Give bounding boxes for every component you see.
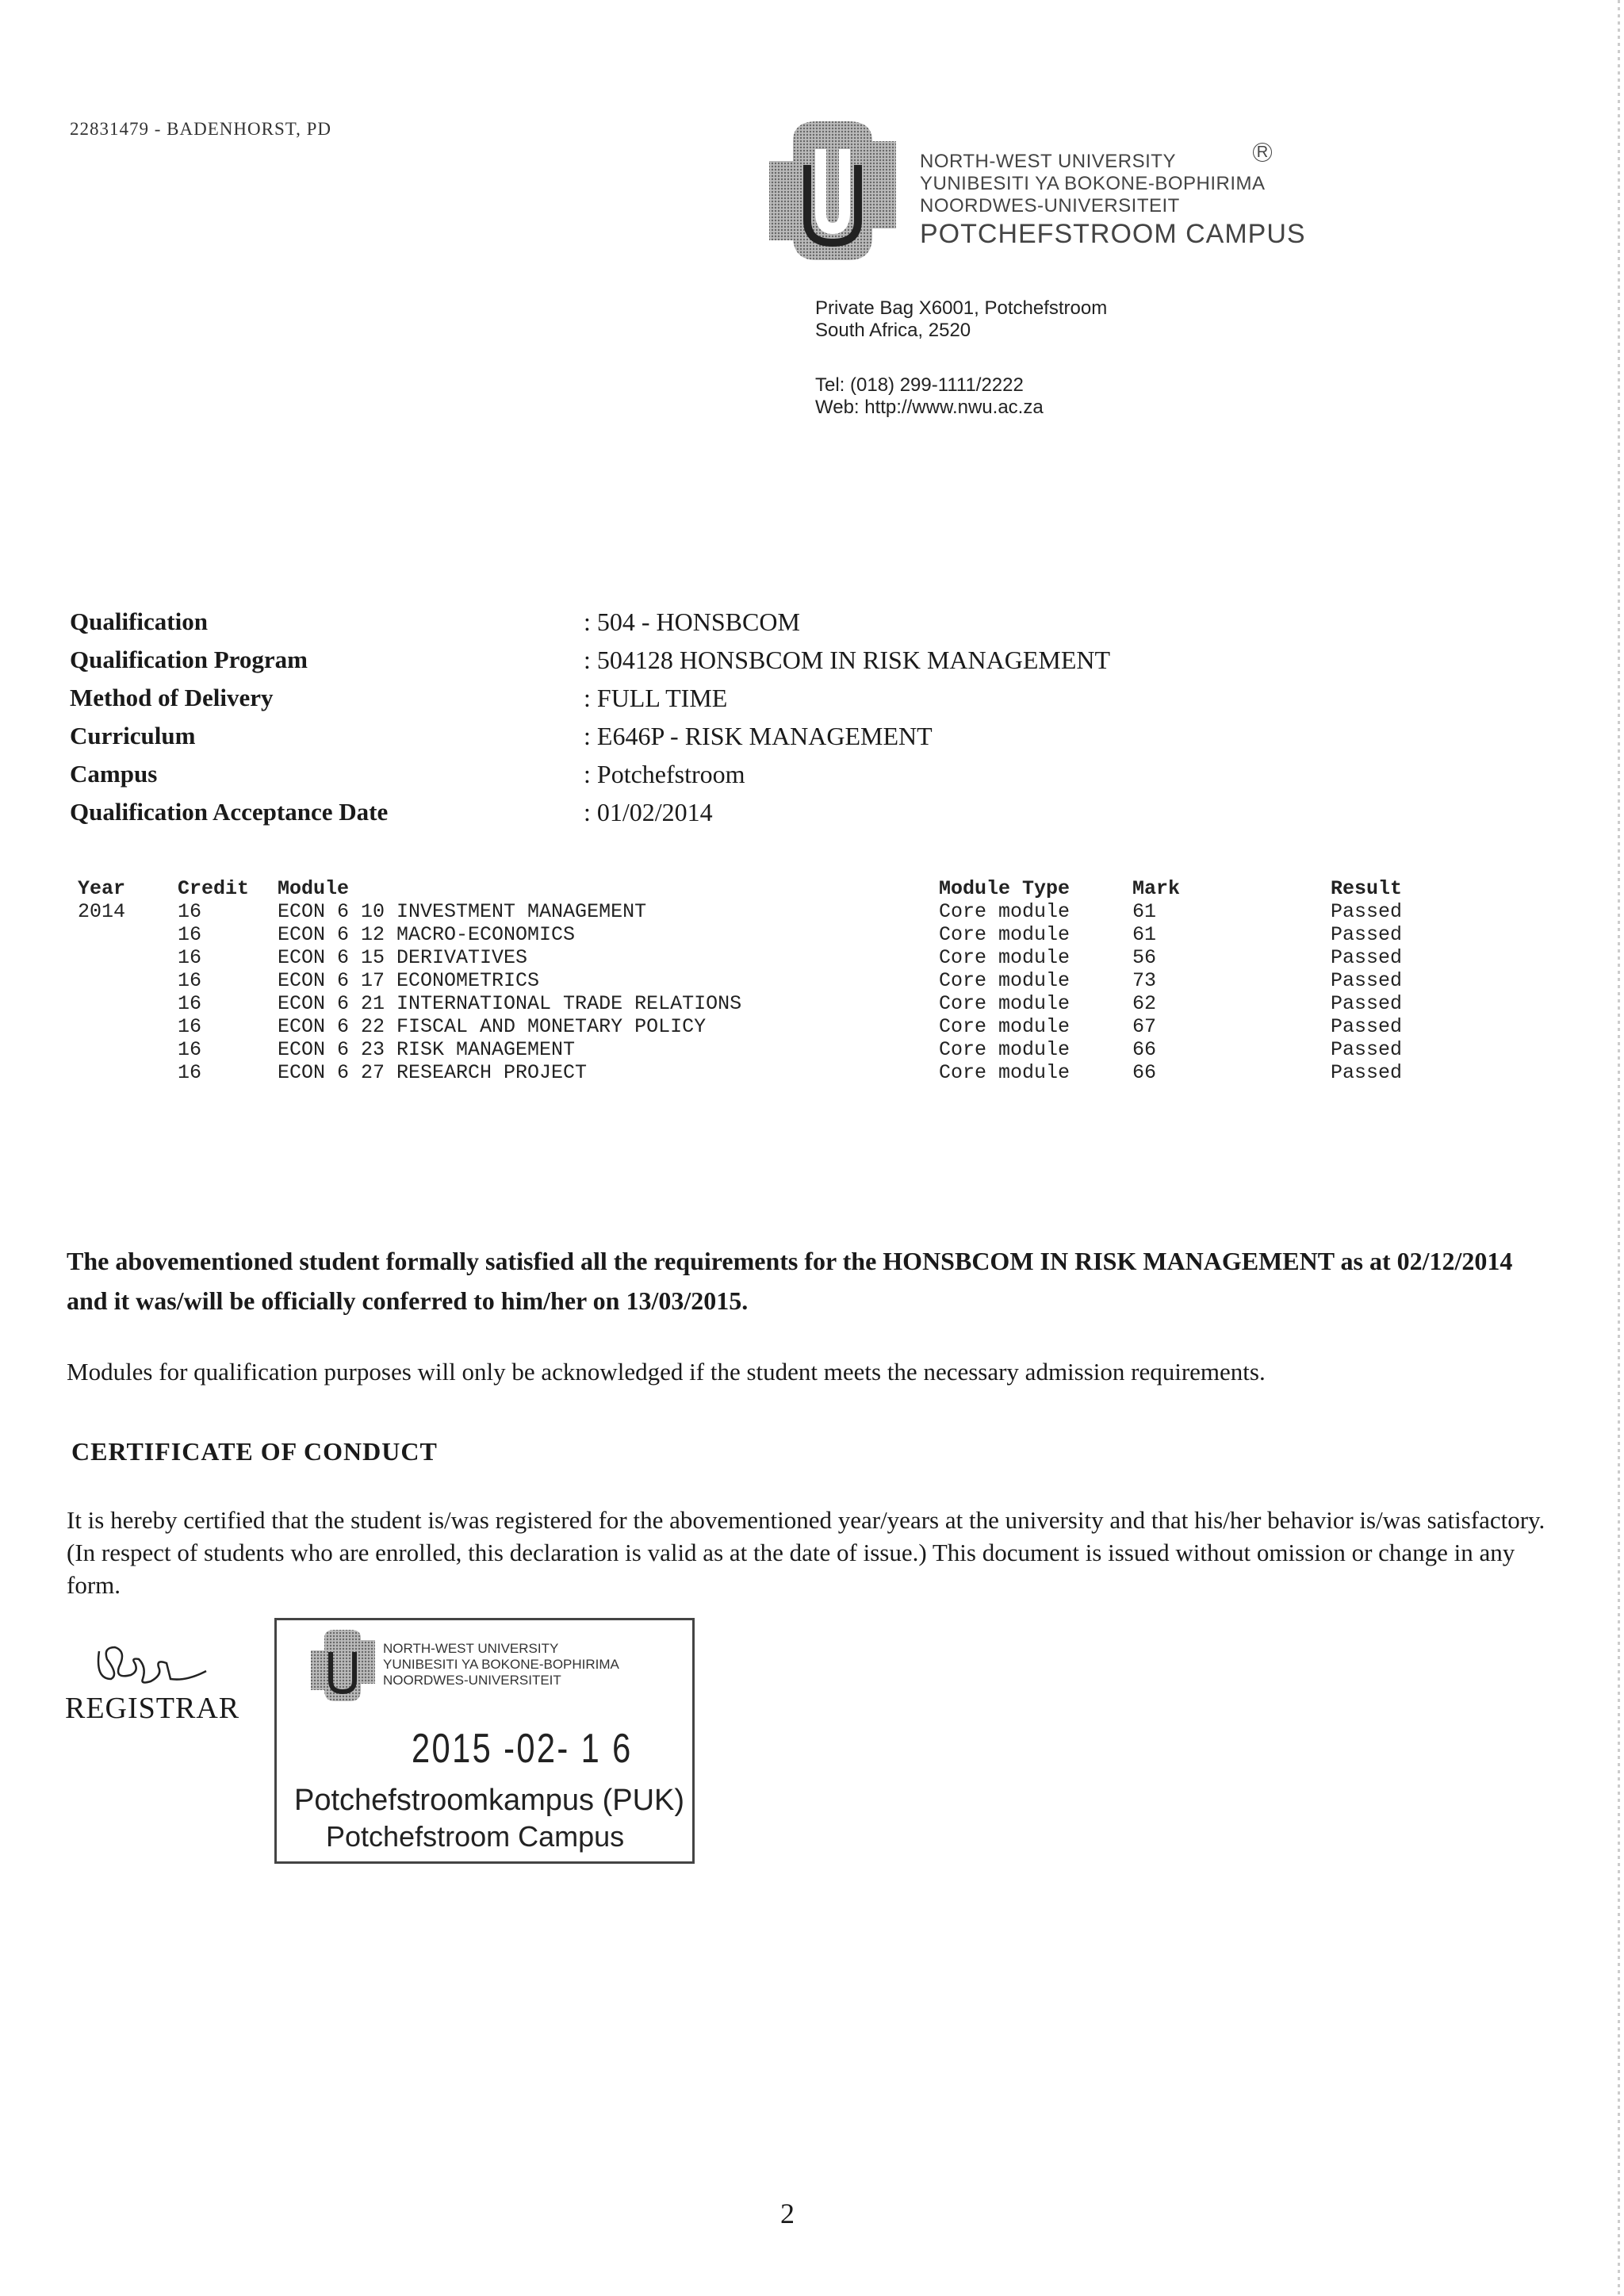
certificate-of-conduct-heading: CERTIFICATE OF CONDUCT (71, 1437, 438, 1466)
cell-module-type: Core module (939, 1015, 1071, 1038)
cell-mark: 61 (1132, 900, 1157, 923)
info-value: : 01/02/2014 (584, 797, 713, 826)
cell-module: ECON 6 22 FISCAL AND MONETARY POLICY (278, 1015, 707, 1038)
col-mark: Mark (1132, 877, 1181, 900)
cell-module: ECON 6 23 RISK MANAGEMENT (278, 1038, 576, 1061)
info-value: : FULL TIME (584, 683, 728, 712)
stamp-line: NOORDWES-UNIVERSITEIT (383, 1673, 561, 1688)
stamp-line: NORTH-WEST UNIVERSITY (383, 1641, 559, 1656)
cell-result: Passed (1331, 1015, 1403, 1038)
stamp-university-name (383, 1641, 619, 1688)
student-reference: 22831479 - BADENHORST, PD (70, 119, 331, 139)
info-label: Qualification Acceptance Date (70, 798, 389, 826)
cell-module-type: Core module (939, 923, 1071, 946)
cell-module-type: Core module (939, 1038, 1071, 1061)
cell-result: Passed (1331, 923, 1403, 946)
cell-result: Passed (1331, 969, 1403, 992)
university-name-block (920, 151, 1306, 249)
cell-module: ECON 6 12 MACRO-ECONOMICS (278, 923, 576, 946)
col-result: Result (1331, 877, 1403, 900)
cell-credit: 16 (178, 992, 202, 1015)
cell-year: 2014 (78, 900, 126, 923)
cell-result: Passed (1331, 1061, 1403, 1084)
campus-name: POTCHEFSTROOM CAMPUS (920, 219, 1306, 249)
info-label: Qualification Program (70, 646, 308, 673)
info-label: Method of Delivery (70, 684, 274, 711)
telephone: Tel: (018) 299-1111/2222 (815, 374, 1024, 396)
cell-mark: 62 (1132, 992, 1157, 1015)
info-value: : Potchefstroom (584, 759, 745, 788)
scan-edge (1618, 0, 1620, 2296)
stamp-logo (307, 1628, 378, 1703)
cell-credit: 16 (178, 1015, 202, 1038)
info-row (70, 679, 1110, 717)
cell-credit: 16 (178, 923, 202, 946)
cell-credit: 16 (178, 900, 202, 923)
info-label: Curriculum (70, 722, 196, 749)
completion-statement: The abovementioned student formally satisfied all the requirements for the HONSBCOM IN RISK MANAGEMENT as at 02/12/2014 and it was/will be officially conferred to him/her on 13/03/2015. (67, 1247, 1513, 1315)
cell-module-type: Core module (939, 946, 1071, 969)
cell-credit: 16 (178, 1061, 202, 1084)
col-module-type: Module Type (939, 877, 1071, 900)
cell-module: ECON 6 10 INVESTMENT MANAGEMENT (278, 900, 647, 923)
university-name-af: NOORDWES-UNIVERSITEIT (920, 195, 1180, 217)
contact-details (815, 374, 1044, 419)
cell-module-type: Core module (939, 969, 1071, 992)
cell-mark: 61 (1132, 923, 1157, 946)
address-line: Private Bag X6001, Potchefstroom (815, 297, 1108, 319)
cell-credit: 16 (178, 1038, 202, 1061)
university-name-tn: YUNIBESITI YA BOKONE-BOPHIRIMA (920, 173, 1266, 194)
col-credit: Credit (178, 877, 250, 900)
address-line: South Africa, 2520 (815, 320, 971, 341)
official-stamp (274, 1618, 695, 1864)
stamp-line: YUNIBESITI YA BOKONE-BOPHIRIMA (383, 1657, 619, 1672)
cell-module-type: Core module (939, 992, 1071, 1015)
modules-note: Modules for qualification purposes will only be acknowledged if the student meets the necessary admission requirements. (67, 1358, 1266, 1386)
stamp-date: 2015 -02- 1 6 (412, 1726, 633, 1772)
cell-mark: 73 (1132, 969, 1157, 992)
cell-mark: 56 (1132, 946, 1157, 969)
cell-result: Passed (1331, 992, 1403, 1015)
university-logo (761, 117, 904, 264)
info-row (70, 755, 1110, 793)
registrar-signature (83, 1635, 218, 1691)
info-value: : E646P - RISK MANAGEMENT (584, 721, 933, 750)
cell-credit: 16 (178, 946, 202, 969)
cell-module: ECON 6 15 DERIVATIVES (278, 946, 528, 969)
stamp-campus-af: Potchefstroomkampus (PUK) (294, 1784, 685, 1817)
qualification-details (70, 603, 1110, 831)
certificate-of-conduct-body: It is hereby certified that the student is/was registered for the abovementioned year/years at the university and that his/her behavior is/was satisfactory. (In respect of students who are enrolled, this declaration is valid as at the date of issue.) This document is issued without omission or change in any form. (67, 1506, 1545, 1599)
cell-module-type: Core module (939, 900, 1071, 923)
cell-module: ECON 6 21 INTERNATIONAL TRADE RELATIONS (278, 992, 742, 1015)
website: Web: http://www.nwu.ac.za (815, 397, 1044, 418)
page-number: 2 (780, 2198, 795, 2229)
registrar-title: REGISTRAR (65, 1692, 240, 1725)
cell-mark: 66 (1132, 1061, 1157, 1084)
cell-module: ECON 6 17 ECONOMETRICS (278, 969, 540, 992)
info-label: Campus (70, 760, 158, 788)
info-value: : 504128 HONSBCOM IN RISK MANAGEMENT (584, 645, 1111, 674)
registered-mark: R (1253, 143, 1272, 162)
info-row (70, 793, 1110, 831)
info-row (70, 717, 1110, 755)
postal-address (815, 297, 1107, 342)
col-module: Module (278, 877, 350, 900)
col-year: Year (78, 877, 126, 900)
info-value: : 504 - HONSBCOM (584, 607, 800, 636)
cell-module-type: Core module (939, 1061, 1071, 1084)
cell-mark: 67 (1132, 1015, 1157, 1038)
stamp-campus-en: Potchefstroom Campus (326, 1820, 625, 1853)
cell-result: Passed (1331, 900, 1403, 923)
info-row (70, 641, 1110, 679)
cell-module: ECON 6 27 RESEARCH PROJECT (278, 1061, 588, 1084)
cell-mark: 66 (1132, 1038, 1157, 1061)
info-row (70, 603, 1110, 641)
cell-result: Passed (1331, 946, 1403, 969)
cell-credit: 16 (178, 969, 202, 992)
info-label: Qualification (70, 608, 208, 635)
university-name-en: NORTH-WEST UNIVERSITY (920, 151, 1176, 172)
cell-result: Passed (1331, 1038, 1403, 1061)
